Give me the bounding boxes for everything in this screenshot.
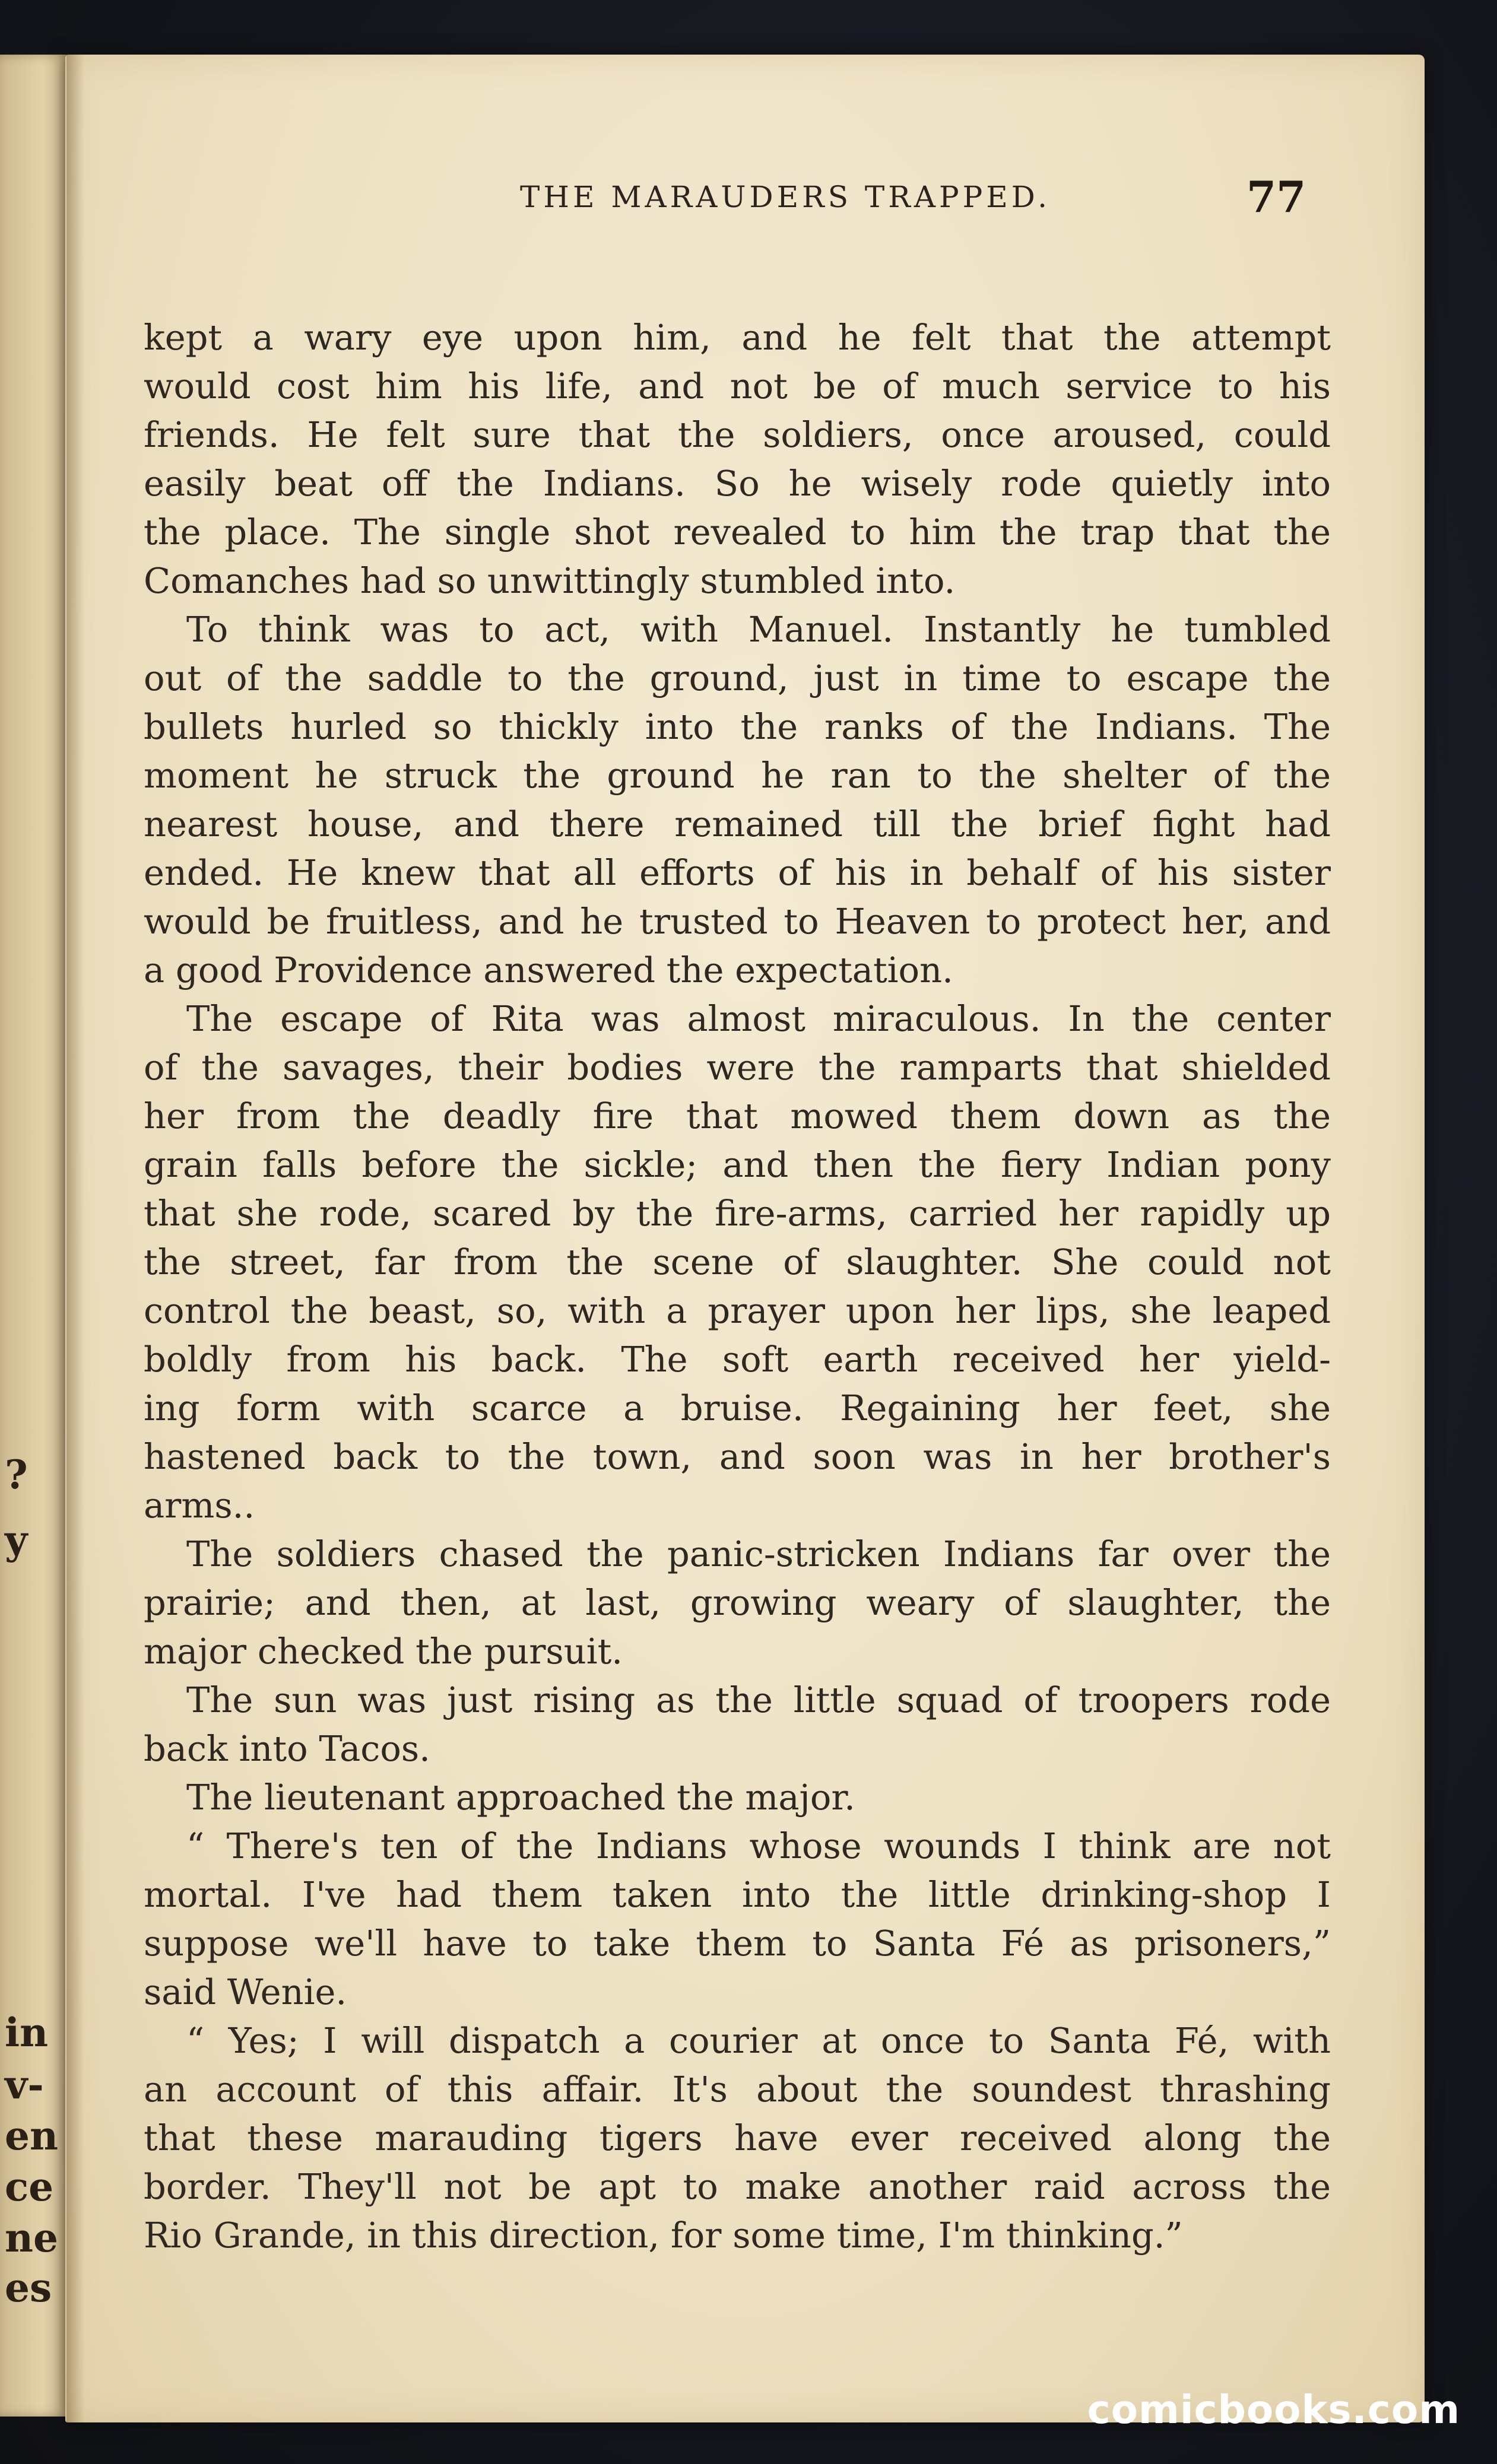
text-line: out of the saddle to the ground, just in time to escape the (144, 658, 1331, 698)
text-line: ing form with scarce a bruise. Regaining her feet, she (144, 1387, 1331, 1428)
prev-page-fragment: ? (5, 1452, 28, 1498)
watermark: comicbooks.com (1087, 2387, 1460, 2433)
text-line: that these marauding tigers have ever received along the (144, 2117, 1331, 2158)
text-line: Comanches had so unwittingly stumbled into. (144, 560, 956, 601)
body-text (144, 313, 1331, 2260)
text-line: back into Tacos. (144, 1728, 430, 1769)
text-line: of the savages, their bodies were the ramparts that shielded (144, 1047, 1331, 1088)
text-line: The soldiers chased the panic-stricken Indians far over the (186, 1533, 1331, 1574)
prev-page-fragment: ne (5, 2215, 58, 2261)
text-line: The escape of Rita was almost miraculous. In the center (186, 998, 1331, 1039)
text-line: said Wenie. (144, 1971, 347, 2012)
text-line: hastened back to the town, and soon was in her brother's (144, 1436, 1331, 1477)
prev-page-fragment: v- (5, 2062, 44, 2108)
text-line: “ There's ten of the Indians whose wounds I think are not (186, 1825, 1331, 1866)
text-line: the street, far from the scene of slaughter. She could not (144, 1241, 1331, 1282)
text-line: nearest house, and there remained till the brief fight had (144, 804, 1331, 844)
text-line: major checked the pursuit. (144, 1631, 623, 1672)
text-line: her from the deadly fire that mowed them down as the (144, 1096, 1331, 1136)
text-line: control the beast, so, with a prayer upon her lips, she leaped (144, 1290, 1331, 1331)
text-line: To think was to act, with Manuel. Instantly he tumbled (186, 609, 1331, 650)
text-line: kept a wary eye upon him, and he felt that the attempt (144, 317, 1331, 358)
text-line: a good Providence answered the expectation. (144, 950, 953, 990)
text-line: the place. The single shot revealed to him the trap that the (144, 512, 1331, 553)
text-line: ended. He knew that all efforts of his in behalf of his sister (144, 852, 1331, 893)
prev-page-fragment: es (5, 2265, 52, 2311)
text-line: The sun was just rising as the little squad of troopers rode (186, 1679, 1331, 1720)
text-line: that she rode, scared by the fire-arms, carried her rapidly up (144, 1193, 1331, 1234)
text-line: friends. He felt sure that the soldiers, once aroused, could (144, 414, 1331, 455)
text-line: boldly from his back. The soft earth received her yield- (144, 1339, 1331, 1380)
text-line: mortal. I've had them taken into the little drinking-shop I (144, 1874, 1331, 1915)
previous-page-edge (0, 55, 70, 2417)
text-line: moment he struck the ground he ran to the shelter of the (144, 755, 1331, 796)
text-line: border. They'll not be apt to make another raid across the (144, 2166, 1331, 2207)
running-title: THE MARAUDERS TRAPPED. (519, 180, 1051, 214)
text-line: Rio Grande, in this direction, for some time, I'm thinking.” (144, 2215, 1183, 2256)
text-line: grain falls before the sickle; and then the fiery Indian pony (144, 1144, 1331, 1185)
prev-page-fragment: en (5, 2113, 58, 2159)
prev-page-fragment: y (5, 1517, 28, 1563)
page-gutter-shadow (66, 55, 84, 2422)
prev-page-fragment: in (5, 2009, 49, 2056)
running-head (65, 173, 1425, 221)
text-line: “ Yes; I will dispatch a courier at once to Santa Fé, with (186, 2020, 1331, 2061)
text-line: The lieutenant approached the major. (186, 1777, 855, 1818)
text-line: easily beat off the Indians. So he wisely rode quietly into (144, 463, 1331, 504)
text-line: arms.. (144, 1485, 255, 1526)
book-page (65, 55, 1425, 2422)
text-line: would be fruitless, and he trusted to Heaven to protect her, and (144, 901, 1331, 942)
text-line: an account of this affair. It's about the soundest thrashing (144, 2069, 1331, 2110)
text-line: suppose we'll have to take them to Santa Fé as prisoners,” (144, 1923, 1331, 1964)
text-line: prairie; and then, at last, growing weary of slaughter, the (144, 1582, 1331, 1623)
text-line: bullets hurled so thickly into the ranks of the Indians. The (144, 706, 1331, 747)
prev-page-fragment: ce (5, 2164, 54, 2210)
text-line: would cost him his life, and not be of much service to his (144, 366, 1331, 407)
page-number: 77 (1247, 172, 1306, 222)
